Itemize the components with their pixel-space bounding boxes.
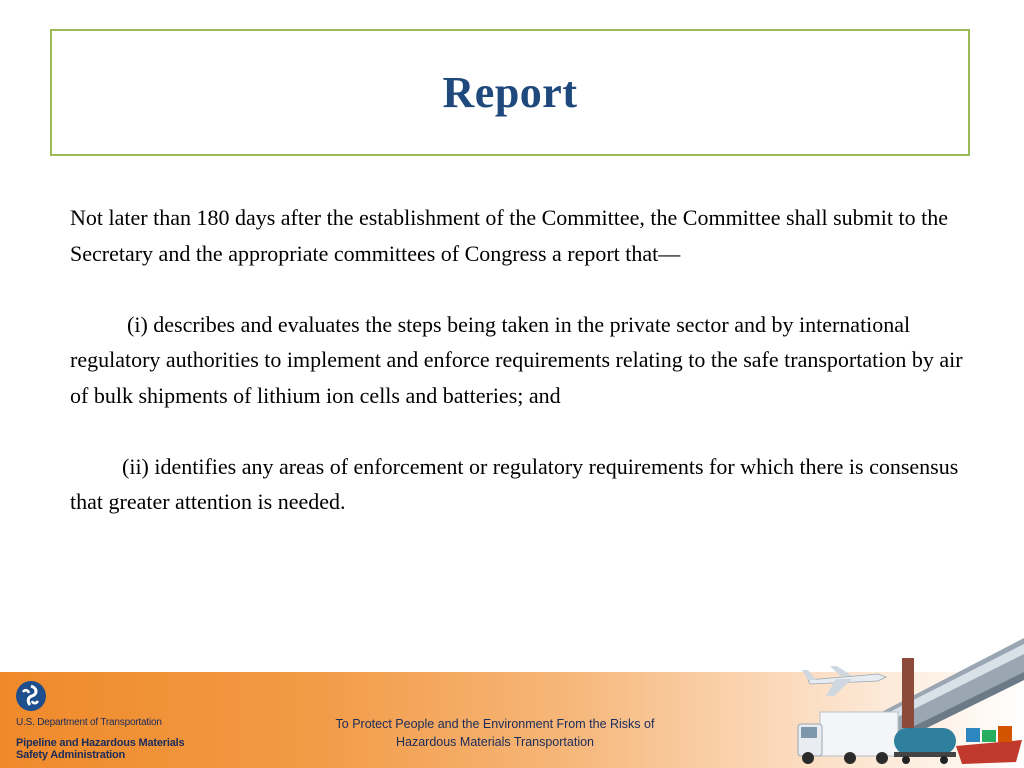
slide-body [70, 200, 970, 520]
intro-paragraph: Not later than 180 days after the establishment of the Committee, the Committee shall submit to the Secretary and the appropriate committees of Congress a report that— [70, 205, 948, 266]
smokestack-image [902, 658, 914, 728]
item-ii-paragraph: (ii) identifies any areas of enforcement or regulatory requirements for which there is consensus that greater attention is needed. [70, 453, 959, 514]
tagline-line-1: To Protect People and the Environment From the Risks of [335, 717, 655, 731]
department-name: U.S. Department of Transportation [16, 717, 162, 728]
airplane-image [802, 666, 886, 696]
slide-title: Report [442, 68, 578, 117]
tagline-line-2: Hazardous Materials Transportation [395, 735, 594, 749]
truck-image [798, 712, 898, 764]
agency-line-2: Safety Administration [16, 749, 126, 761]
title-box [50, 29, 970, 156]
dot-triskelion-icon [16, 681, 46, 711]
tank-car-image [894, 728, 956, 764]
agency-line-1: Pipeline and Hazardous Materials [16, 737, 185, 749]
agency-name [16, 737, 236, 761]
item-i-paragraph: (i) describes and evaluates the steps being taken in the private sector and by international regulatory authorities to implement and enforce requirements relating to the safe transportation by air of bulk shipments of lithium ion cells and batteries; and [70, 311, 963, 408]
ship-image [956, 726, 1022, 764]
tagline [290, 715, 700, 751]
transport-collage-image [790, 628, 1024, 768]
